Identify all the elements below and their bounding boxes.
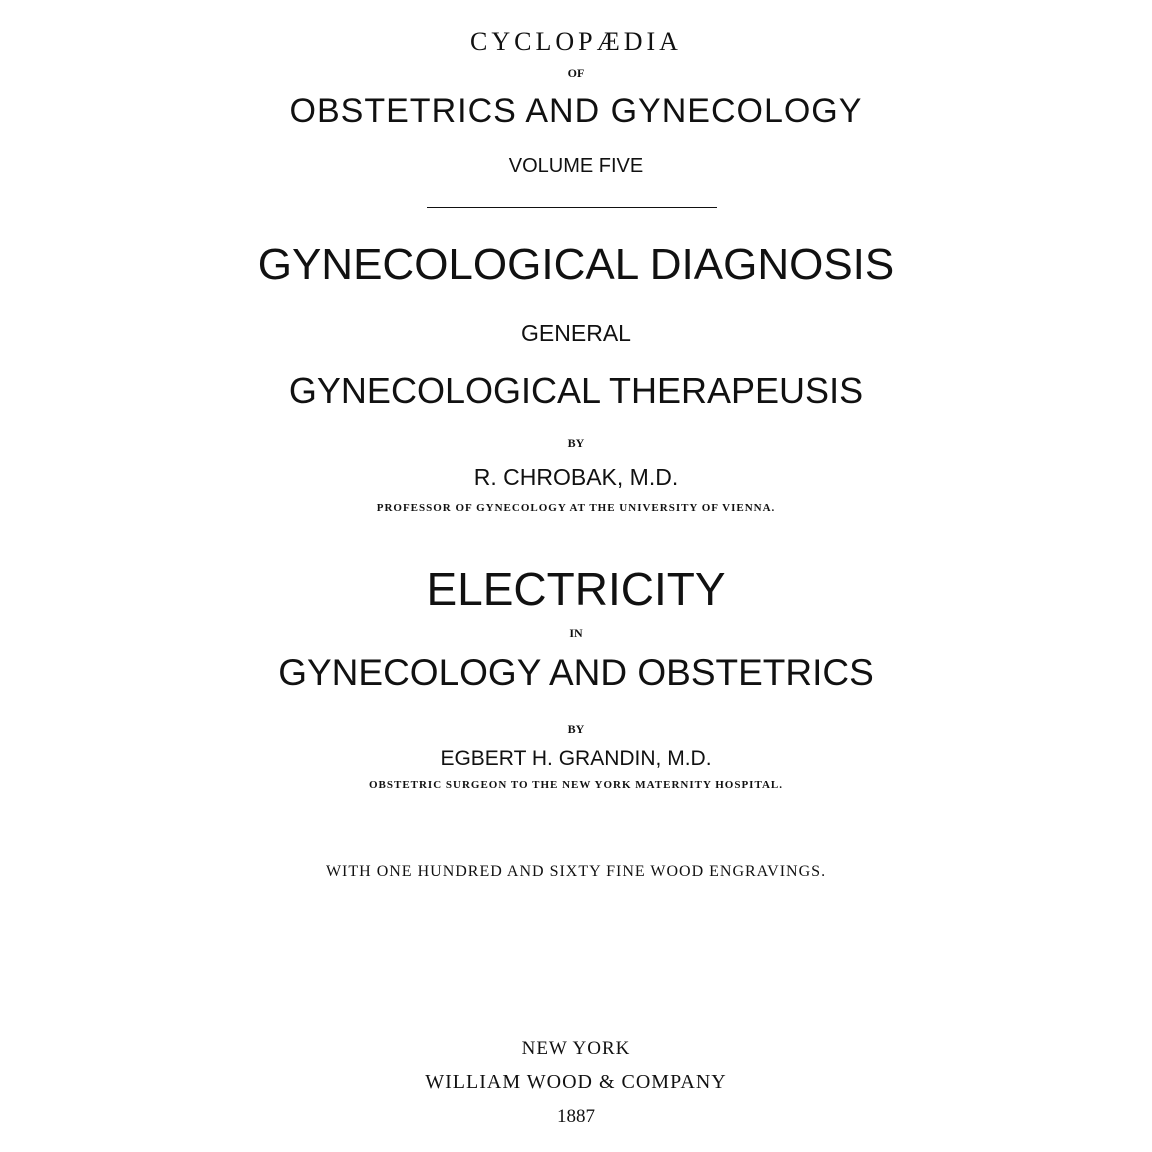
series-subject: OBSTETRICS AND GYNECOLOGY: [289, 92, 863, 130]
part1-author: R. CHROBAK, M.D.: [473, 464, 679, 490]
imprint-year: 1887: [557, 1106, 595, 1127]
part2-sub: GYNECOLOGY AND OBSTETRICS: [278, 652, 874, 693]
part2-author: EGBERT H. GRANDIN, M.D.: [440, 747, 712, 770]
part2-affiliation: OBSTETRIC SURGEON TO THE NEW YORK MATERNITY HOSPITAL.: [368, 779, 784, 791]
illustrations-note: WITH ONE HUNDRED AND SIXTY FINE WOOD ENGRAVINGS.: [325, 863, 827, 880]
part1-affiliation: PROFESSOR OF GYNECOLOGY AT THE UNIVERSITY OF VIENNA.: [376, 502, 776, 514]
part2-title: ELECTRICITY: [426, 563, 726, 615]
part1-sub2: GYNECOLOGICAL THERAPEUSIS: [288, 370, 864, 411]
series-title: CYCLOPÆDIA: [470, 27, 682, 56]
volume: VOLUME FIVE: [508, 155, 644, 177]
part1-sub1: GENERAL: [521, 320, 631, 346]
part2-by: BY: [567, 722, 585, 736]
imprint-city: NEW YORK: [521, 1038, 631, 1059]
divider: [427, 207, 717, 208]
of-label: OF: [567, 66, 585, 80]
part1-title: GYNECOLOGICAL DIAGNOSIS: [257, 240, 895, 289]
imprint-publisher: WILLIAM WOOD & COMPANY: [425, 1071, 727, 1093]
part1-by: BY: [567, 436, 585, 450]
part2-in: IN: [569, 626, 583, 640]
